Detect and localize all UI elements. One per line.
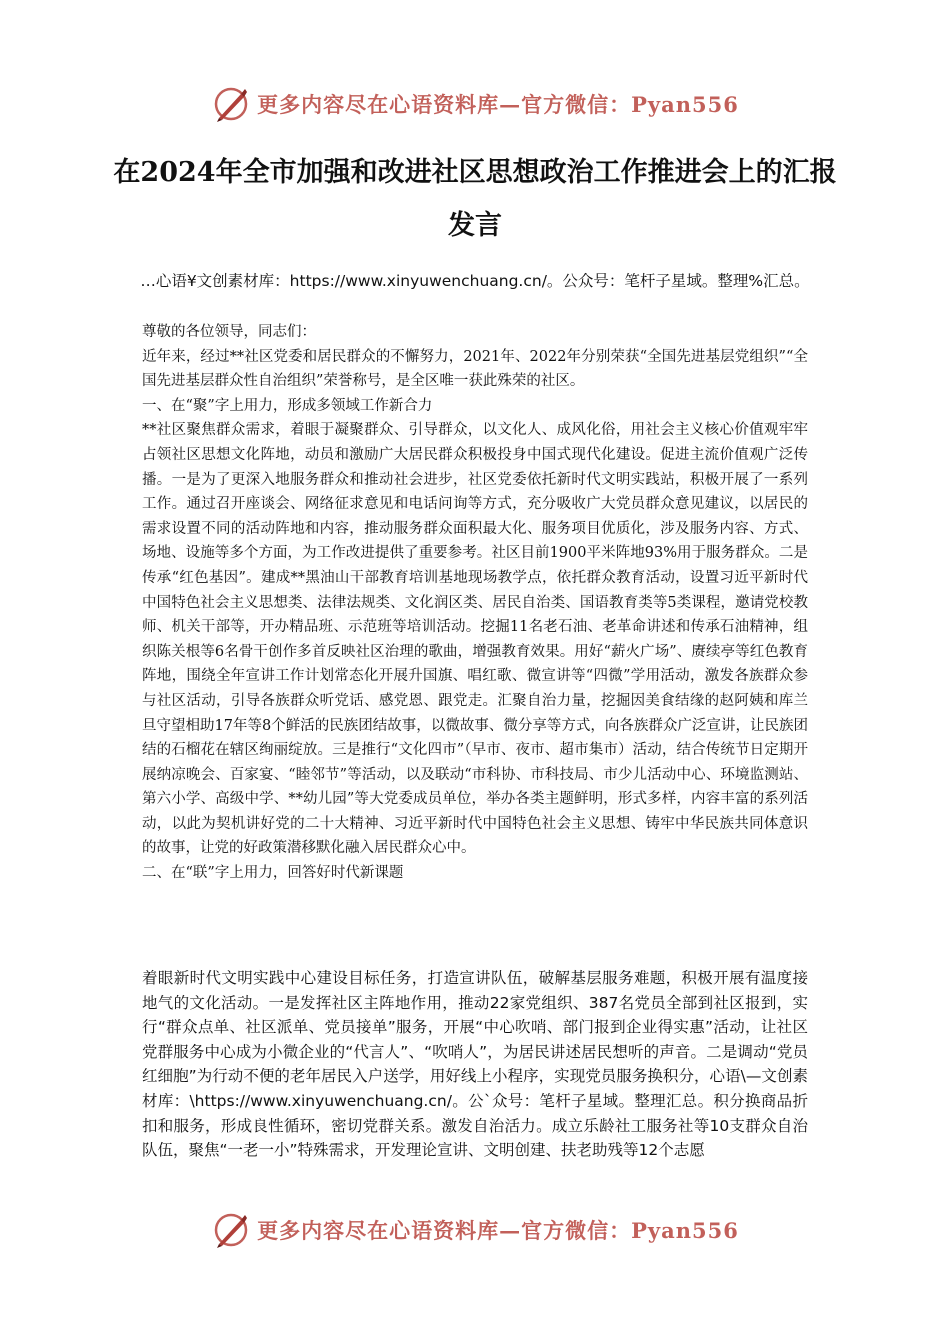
greeting: 尊敬的各位领导，同志们：	[142, 324, 316, 340]
intro-paragraph: 近年来，经过**社区党委和居民群众的不懈努力，2021年、2022年分别荣获“全国先进基层党组织”“全国先进基层群众性自治组织”荣誉称号，是全区唯一获此殊荣的社区。	[142, 348, 808, 390]
watermark-text: 更多内容尽在心语资料库—官方微信：Pyan556	[257, 92, 739, 117]
pen-logo-icon	[211, 84, 251, 124]
watermark-text: 更多内容尽在心语资料库—官方微信：Pyan556	[257, 1218, 739, 1243]
document-title: 在2024年全市加强和改进社区思想政治工作推进会上的汇报发言	[113, 157, 837, 241]
source-line: …心语¥文创素材库：https://www.xinyuwenchuang.cn/。公众号：笔杆子星域。整理%汇总。	[140, 272, 810, 290]
body-text-sans	[142, 966, 808, 1163]
watermark-footer	[0, 1208, 950, 1252]
section-2-paragraph: 着眼新时代文明实践中心建设目标任务，打造宣讲队伍，破解基层服务难题，积极开展有温度接地气的文化活动。一是发挥社区主阵地作用，推动22家党组织、387名党员全部到社区报到，实行“群众点单、社区派单、党员接单”服务，开展“中心吹哨、部门报到企业得实惠”活动，让社区党群服务中心成为小微企业的“代言人”、“吹哨人”，为居民讲述居民想听的声音。二是调动“党员红细胞”为行动不便的老年居民入户送学，用好线上小程序，实现党员服务换积分，心语\—文创素材库：\https://www.xinyuwenchuang.cn/。公`众号：笔杆子星域。整理汇总。积分换商品折扣和服务，形成良性循环，密切党群关系。激发自治活力。成立乐龄社工服务社等10支群众自治队伍，聚焦“一老一小”特殊需求，开发理论宣讲、文明创建、扶老助残等12个志愿	[142, 969, 808, 1160]
section-1-paragraph: **社区聚焦群众需求，着眼于凝聚群众、引导群众，以文化人、成风化俗，用社会主义核心价值观牢牢占领社区思想文化阵地，动员和激励广大居民群众积极投身中国式现代化建设。促进主流价值观广泛传播。一是为了更深入地服务群众和推动社会进步，社区党委依托新时代文明实践站，积极开展了一系列工作。通过召开座谈会、网络征求意见和电话问询等方式，充分吸收广大党员群众意见建议，以居民的需求设置不同的活动阵地和内容，推动服务群众面积最大化、服务项目优质化，涉及服务内容、方式、场地、设施等多个方面，为工作改进提供了重要参考。社区目前1900平米阵地93%用于服务群众。二是传承“红色基因”。建成**黑油山干部教育培训基地现场教学点，依托群众教育活动，设置习近平新时代中国特色社会主义思想类、法律法规类、文化润区类、居民自治类、国语教育类等5类课程，邀请党校教师、机关干部等，开办精品班、示范班等培训活动。挖掘11名老石油、老革命讲述和传承石油精神，组织陈关根等6名骨干创作多首反映社区治理的歌曲，增强教育效果。用好“薪火广场”、赓续亭等红色教育阵地，围绕全年宣讲工作计划常态化开展升国旗、唱红歌、微宣讲等“四微”学用活动，激发各族群众参与社区活动，引导各族群众听党话、感党恩、跟党走。汇聚自治力量，挖掘因美食结缘的赵阿姨和库兰旦守望相助17年等8个鲜活的民族团结故事，以微故事、微分享等方式，向各族群众广泛宣讲，让民族团结的石榴花在辖区绚丽绽放。三是推行“文化四市”（早市、夜市、超市集市）活动，结合传统节日定期开展纳凉晚会、百家宴、“睦邻节”等活动，以及联动“市科协、市科技局、市少儿活动中心、环境监测站、第六小学、高级中学、**幼儿园”等大党委成员单位，举办各类主题鲜明，形式多样，内容丰富的系列活动，以此为契机讲好党的二十大精神、习近平新时代中国特色社会主义思想、铸牢中华民族共同体意识的故事，让党的好政策潜移默化融入居民群众心中。	[142, 422, 808, 857]
watermark-header	[0, 82, 950, 126]
section-heading-1: 一、在“聚”字上用力，形成多领域工作新合力	[142, 397, 433, 414]
section-heading-2: 二、在“联”字上用力，回答好时代新课题	[142, 865, 404, 882]
body-text-serif	[142, 320, 808, 886]
pen-logo-icon	[211, 1210, 251, 1250]
